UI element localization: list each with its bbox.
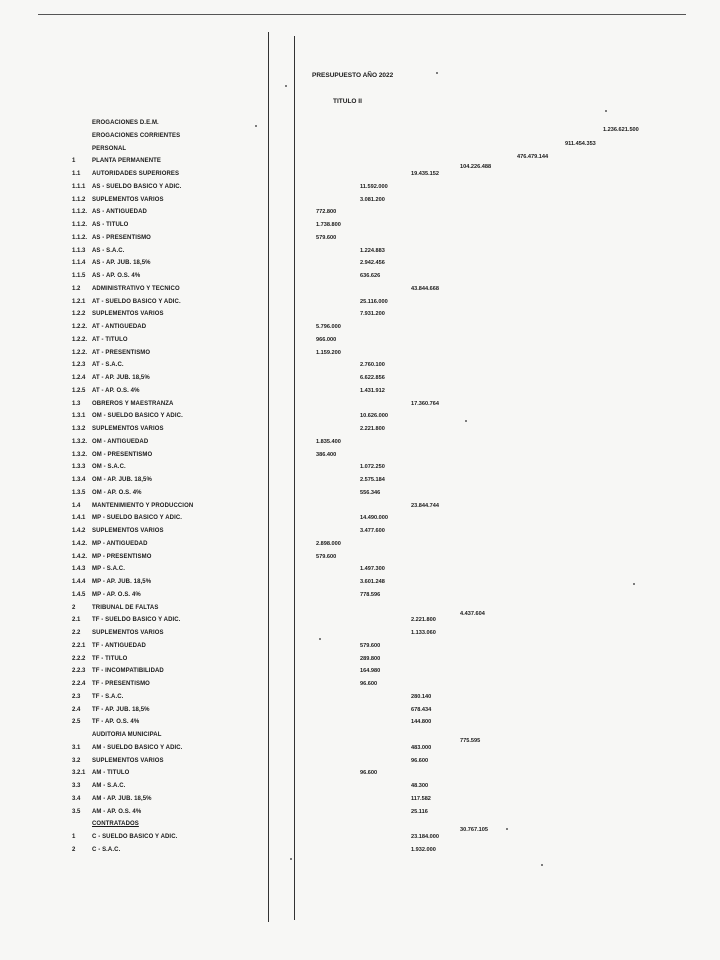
row-label: TF - TITULO <box>92 655 128 662</box>
row-code: 1.2.4 <box>72 375 86 381</box>
scan-speck <box>285 85 287 87</box>
row-label: AS - ANTIGUEDAD <box>92 209 147 216</box>
row-code: 1.4.1 <box>72 515 86 522</box>
row-amount: 579.600 <box>316 234 337 241</box>
row-amount: 23.844.744 <box>411 502 439 509</box>
row-label: TF - SUELDO BASICO Y ADIC. <box>92 617 181 624</box>
row-amount: 1.932.000 <box>411 846 436 853</box>
document-subtitle: TITULO II <box>333 98 362 105</box>
row-code: 3.1 <box>72 744 81 751</box>
row-label: AS - S.A.C. <box>92 247 125 254</box>
row-code: 1.4.2. <box>72 540 88 547</box>
row-amount: 1.835.400 <box>316 438 341 445</box>
row-label: EROGACIONES D.E.M. <box>92 120 159 126</box>
row-label: SUPLEMENTOS VARIOS <box>92 528 164 534</box>
row-amount: 164.980 <box>360 668 381 675</box>
row-label: AM - TITULO <box>92 770 130 777</box>
row-amount: 775.595 <box>460 738 481 744</box>
row-code: 2.3 <box>72 693 81 700</box>
row-label: SUPLEMENTOS VARIOS <box>92 630 164 636</box>
row-label: AUDITORIA MUNICIPAL <box>92 732 162 738</box>
row-label: TF - ANTIGUEDAD <box>92 642 146 649</box>
row-code: 3.2.1 <box>72 770 86 777</box>
row-code: 2.5 <box>72 719 81 726</box>
row-amount: 25.116.000 <box>360 298 388 305</box>
row-amount: 3.477.600 <box>360 528 385 534</box>
row-amount: 43.844.668 <box>411 285 439 292</box>
row-amount: 579.600 <box>360 642 381 649</box>
row-amount: 778.596 <box>360 591 381 598</box>
row-label: PERSONAL <box>92 145 127 152</box>
row-code: 1.4.5 <box>72 591 86 598</box>
row-amount: 483.000 <box>411 744 432 751</box>
row-amount: 3.601.248 <box>360 579 385 585</box>
row-label: MP - S.A.C. <box>92 566 125 573</box>
row-label: OM - S.A.C. <box>92 464 126 471</box>
row-amount: 2.221.800 <box>411 617 436 624</box>
row-amount: 2.221.800 <box>360 426 385 432</box>
row-code: 1.4.3 <box>72 566 86 573</box>
row-code: 1.3.2 <box>72 426 86 432</box>
row-code: 1.2.2 <box>72 311 86 318</box>
row-code: 1.1.2. <box>72 234 88 241</box>
row-code: 1.2.1 <box>72 298 86 305</box>
row-label: AS - AP. JUB. 18,5% <box>92 260 151 267</box>
row-amount: 1.236.621.500 <box>603 127 639 133</box>
row-amount: 1.224.883 <box>360 247 385 254</box>
row-label: AT - AP. O.S. 4% <box>92 387 140 394</box>
row-label: AM - SUELDO BASICO Y ADIC. <box>92 744 183 751</box>
row-code: 2 <box>72 604 76 611</box>
row-code: 1 <box>72 158 76 165</box>
row-code: 1.3.3 <box>72 464 86 471</box>
row-code: 1.2.2. <box>72 324 88 330</box>
scan-speck <box>255 125 257 127</box>
row-label: EROGACIONES CORRIENTES <box>92 132 181 139</box>
row-code: 1.3 <box>72 400 81 407</box>
row-label: OM - ANTIGUEDAD <box>92 438 149 445</box>
row-code: 2.4 <box>72 706 81 713</box>
row-amount: 5.796.000 <box>316 324 341 330</box>
row-amount: 14.490.000 <box>360 515 388 522</box>
row-label: AS - PRESENTISMO <box>92 234 151 241</box>
row-code: 1.1.4 <box>72 260 86 267</box>
row-label: TF - INCOMPATIBILIDAD <box>92 668 164 675</box>
row-amount: 579.600 <box>316 553 337 560</box>
row-label: TF - S.A.C. <box>92 693 124 700</box>
row-amount: 23.184.000 <box>411 834 439 840</box>
row-label: AM - AP. O.S. 4% <box>92 808 142 815</box>
row-amount: 2.942.456 <box>360 260 385 267</box>
row-label: MANTENIMIENTO Y PRODUCCION <box>92 502 194 509</box>
row-code: 2 <box>72 846 76 853</box>
scan-speck <box>319 638 321 640</box>
row-amount: 19.435.152 <box>411 171 439 177</box>
scan-speck <box>633 583 635 585</box>
row-label: AT - SUELDO BASICO Y ADIC. <box>92 298 181 305</box>
row-code: 1.2.3 <box>72 362 86 369</box>
row-label: AUTORIDADES SUPERIORES <box>92 171 180 177</box>
top-rule <box>38 14 686 15</box>
row-code: 3.4 <box>72 795 81 802</box>
row-amount: 556.346 <box>360 489 381 496</box>
row-label: OM - SUELDO BASICO Y ADIC. <box>92 413 183 420</box>
row-code: 1.1.3 <box>72 247 86 254</box>
row-amount: 2.898.000 <box>316 540 341 547</box>
row-amount: 772.800 <box>316 209 337 216</box>
row-label: OM - AP. O.S. 4% <box>92 489 142 496</box>
row-amount: 386.400 <box>316 451 337 458</box>
scan-speck <box>465 420 467 422</box>
row-amount: 476.479.144 <box>517 153 549 160</box>
row-code: 2.2.4 <box>72 681 86 687</box>
row-code: 1 <box>72 834 76 840</box>
scan-speck <box>290 858 292 860</box>
row-amount: 1.738.800 <box>316 222 341 228</box>
row-label: AS - SUELDO BASICO Y ADIC. <box>92 183 182 190</box>
row-amount: 25.116 <box>411 808 428 815</box>
row-label: OM - AP. JUB. 18,5% <box>92 477 152 483</box>
row-code: 1.1.2. <box>72 209 88 216</box>
row-amount: 117.582 <box>411 795 431 802</box>
row-label: AM - AP. JUB. 18,5% <box>92 795 152 802</box>
row-code: 1.3.2. <box>72 438 88 445</box>
row-amount: 289.800 <box>360 655 381 662</box>
row-amount: 7.931.200 <box>360 311 385 318</box>
row-code: 3.5 <box>72 808 81 815</box>
row-label: AT - TITULO <box>92 336 128 343</box>
row-code: 3.3 <box>72 783 81 789</box>
row-code: 1.2.5 <box>72 387 86 394</box>
row-label: MP - AP. O.S. 4% <box>92 591 141 598</box>
row-label: TF - AP. O.S. 4% <box>92 719 140 726</box>
row-label: C - SUELDO BASICO Y ADIC. <box>92 834 178 840</box>
row-amount: 1.133.060 <box>411 630 436 636</box>
row-label: AT - AP. JUB. 18,5% <box>92 375 150 381</box>
row-label: TRIBUNAL DE FALTAS <box>92 604 159 611</box>
row-label: CONTRATADOS <box>92 821 139 828</box>
row-code: 1.2.2. <box>72 349 88 356</box>
row-code: 1.1.5 <box>72 273 86 279</box>
row-code: 2.2.3 <box>72 668 86 675</box>
row-label: MP - AP. JUB. 18,5% <box>92 579 152 585</box>
row-amount: 1.497.300 <box>360 566 385 573</box>
row-amount: 144.800 <box>411 719 432 726</box>
row-label: SUPLEMENTOS VARIOS <box>92 196 164 203</box>
row-code: 1.1 <box>72 171 81 177</box>
row-code: 2.1 <box>72 617 81 624</box>
row-amount: 2.760.100 <box>360 362 385 369</box>
row-code: 1.1.2 <box>72 196 86 203</box>
row-amount: 11.592.000 <box>360 183 388 190</box>
column-rule-left <box>268 32 269 922</box>
row-amount: 96.600 <box>411 757 429 764</box>
row-code: 1.3.5 <box>72 489 86 496</box>
scan-speck <box>506 828 508 830</box>
row-amount: 636.626 <box>360 273 381 279</box>
row-amount: 966.000 <box>316 336 337 343</box>
document-title: PRESUPUESTO AÑO 2022 <box>312 72 394 79</box>
row-label: OBREROS Y MAESTRANZA <box>92 400 174 407</box>
row-amount: 678.434 <box>411 706 432 713</box>
column-rule-right <box>294 36 295 920</box>
row-amount: 4.437.604 <box>460 610 485 617</box>
row-code: 1.2.2. <box>72 336 88 343</box>
row-amount: 6.622.856 <box>360 375 385 381</box>
row-label: SUPLEMENTOS VARIOS <box>92 757 164 764</box>
row-amount: 3.081.200 <box>360 196 385 203</box>
row-label: ADMINISTRATIVO Y TECNICO <box>92 285 180 292</box>
row-amount: 30.767.105 <box>460 827 488 834</box>
row-code: 2.2.1 <box>72 642 86 649</box>
row-label: AT - ANTIGUEDAD <box>92 324 147 330</box>
row-amount: 1.159.200 <box>316 349 341 356</box>
row-amount: 2.575.184 <box>360 477 385 483</box>
row-label: SUPLEMENTOS VARIOS <box>92 311 164 318</box>
row-code: 1.1.1 <box>72 183 86 190</box>
row-code: 1.3.2. <box>72 451 88 458</box>
row-amount: 17.360.764 <box>411 400 439 407</box>
row-code: 1.1.2. <box>72 222 88 228</box>
row-amount: 104.226.488 <box>460 164 492 171</box>
row-code: 1.4 <box>72 502 81 509</box>
row-label: SUPLEMENTOS VARIOS <box>92 426 164 432</box>
row-label: OM - PRESENTISMO <box>92 451 153 458</box>
row-label: AT - PRESENTISMO <box>92 349 151 356</box>
row-label: MP - PRESENTISMO <box>92 553 152 560</box>
row-code: 2.2.2 <box>72 655 86 662</box>
row-label: AS - AP. O.S. 4% <box>92 273 141 279</box>
row-code: 1.3.1 <box>72 413 86 420</box>
row-amount: 1.431.912 <box>360 387 385 394</box>
scan-speck <box>541 864 543 866</box>
row-amount: 96.600 <box>360 681 378 687</box>
row-label: C - S.A.C. <box>92 846 121 853</box>
row-code: 1.4.2 <box>72 528 86 534</box>
row-code: 2.2 <box>72 630 81 636</box>
row-code: 1.4.4 <box>72 579 86 585</box>
row-amount: 96.600 <box>360 770 378 777</box>
row-amount: 280.140 <box>411 693 432 700</box>
row-code: 3.2 <box>72 757 81 764</box>
row-label: AT - S.A.C. <box>92 362 124 369</box>
row-code: 1.3.4 <box>72 477 86 483</box>
row-amount: 48.300 <box>411 783 429 789</box>
scan-speck <box>605 110 607 112</box>
row-label: AS - TITULO <box>92 222 129 228</box>
row-amount: 911.454.353 <box>565 140 596 147</box>
row-code: 1.2 <box>72 285 81 292</box>
scan-speck <box>436 72 438 74</box>
row-label: TF - AP. JUB. 18,5% <box>92 706 150 713</box>
row-code: 1.4.2. <box>72 553 88 560</box>
row-label: TF - PRESENTISMO <box>92 681 150 687</box>
row-amount: 1.072.250 <box>360 464 385 471</box>
row-label: PLANTA PERMANENTE <box>92 158 162 165</box>
row-label: MP - ANTIGUEDAD <box>92 540 148 547</box>
row-label: AM - S.A.C. <box>92 783 126 789</box>
row-amount: 10.626.000 <box>360 413 388 420</box>
row-label: MP - SUELDO BASICO Y ADIC. <box>92 515 183 522</box>
